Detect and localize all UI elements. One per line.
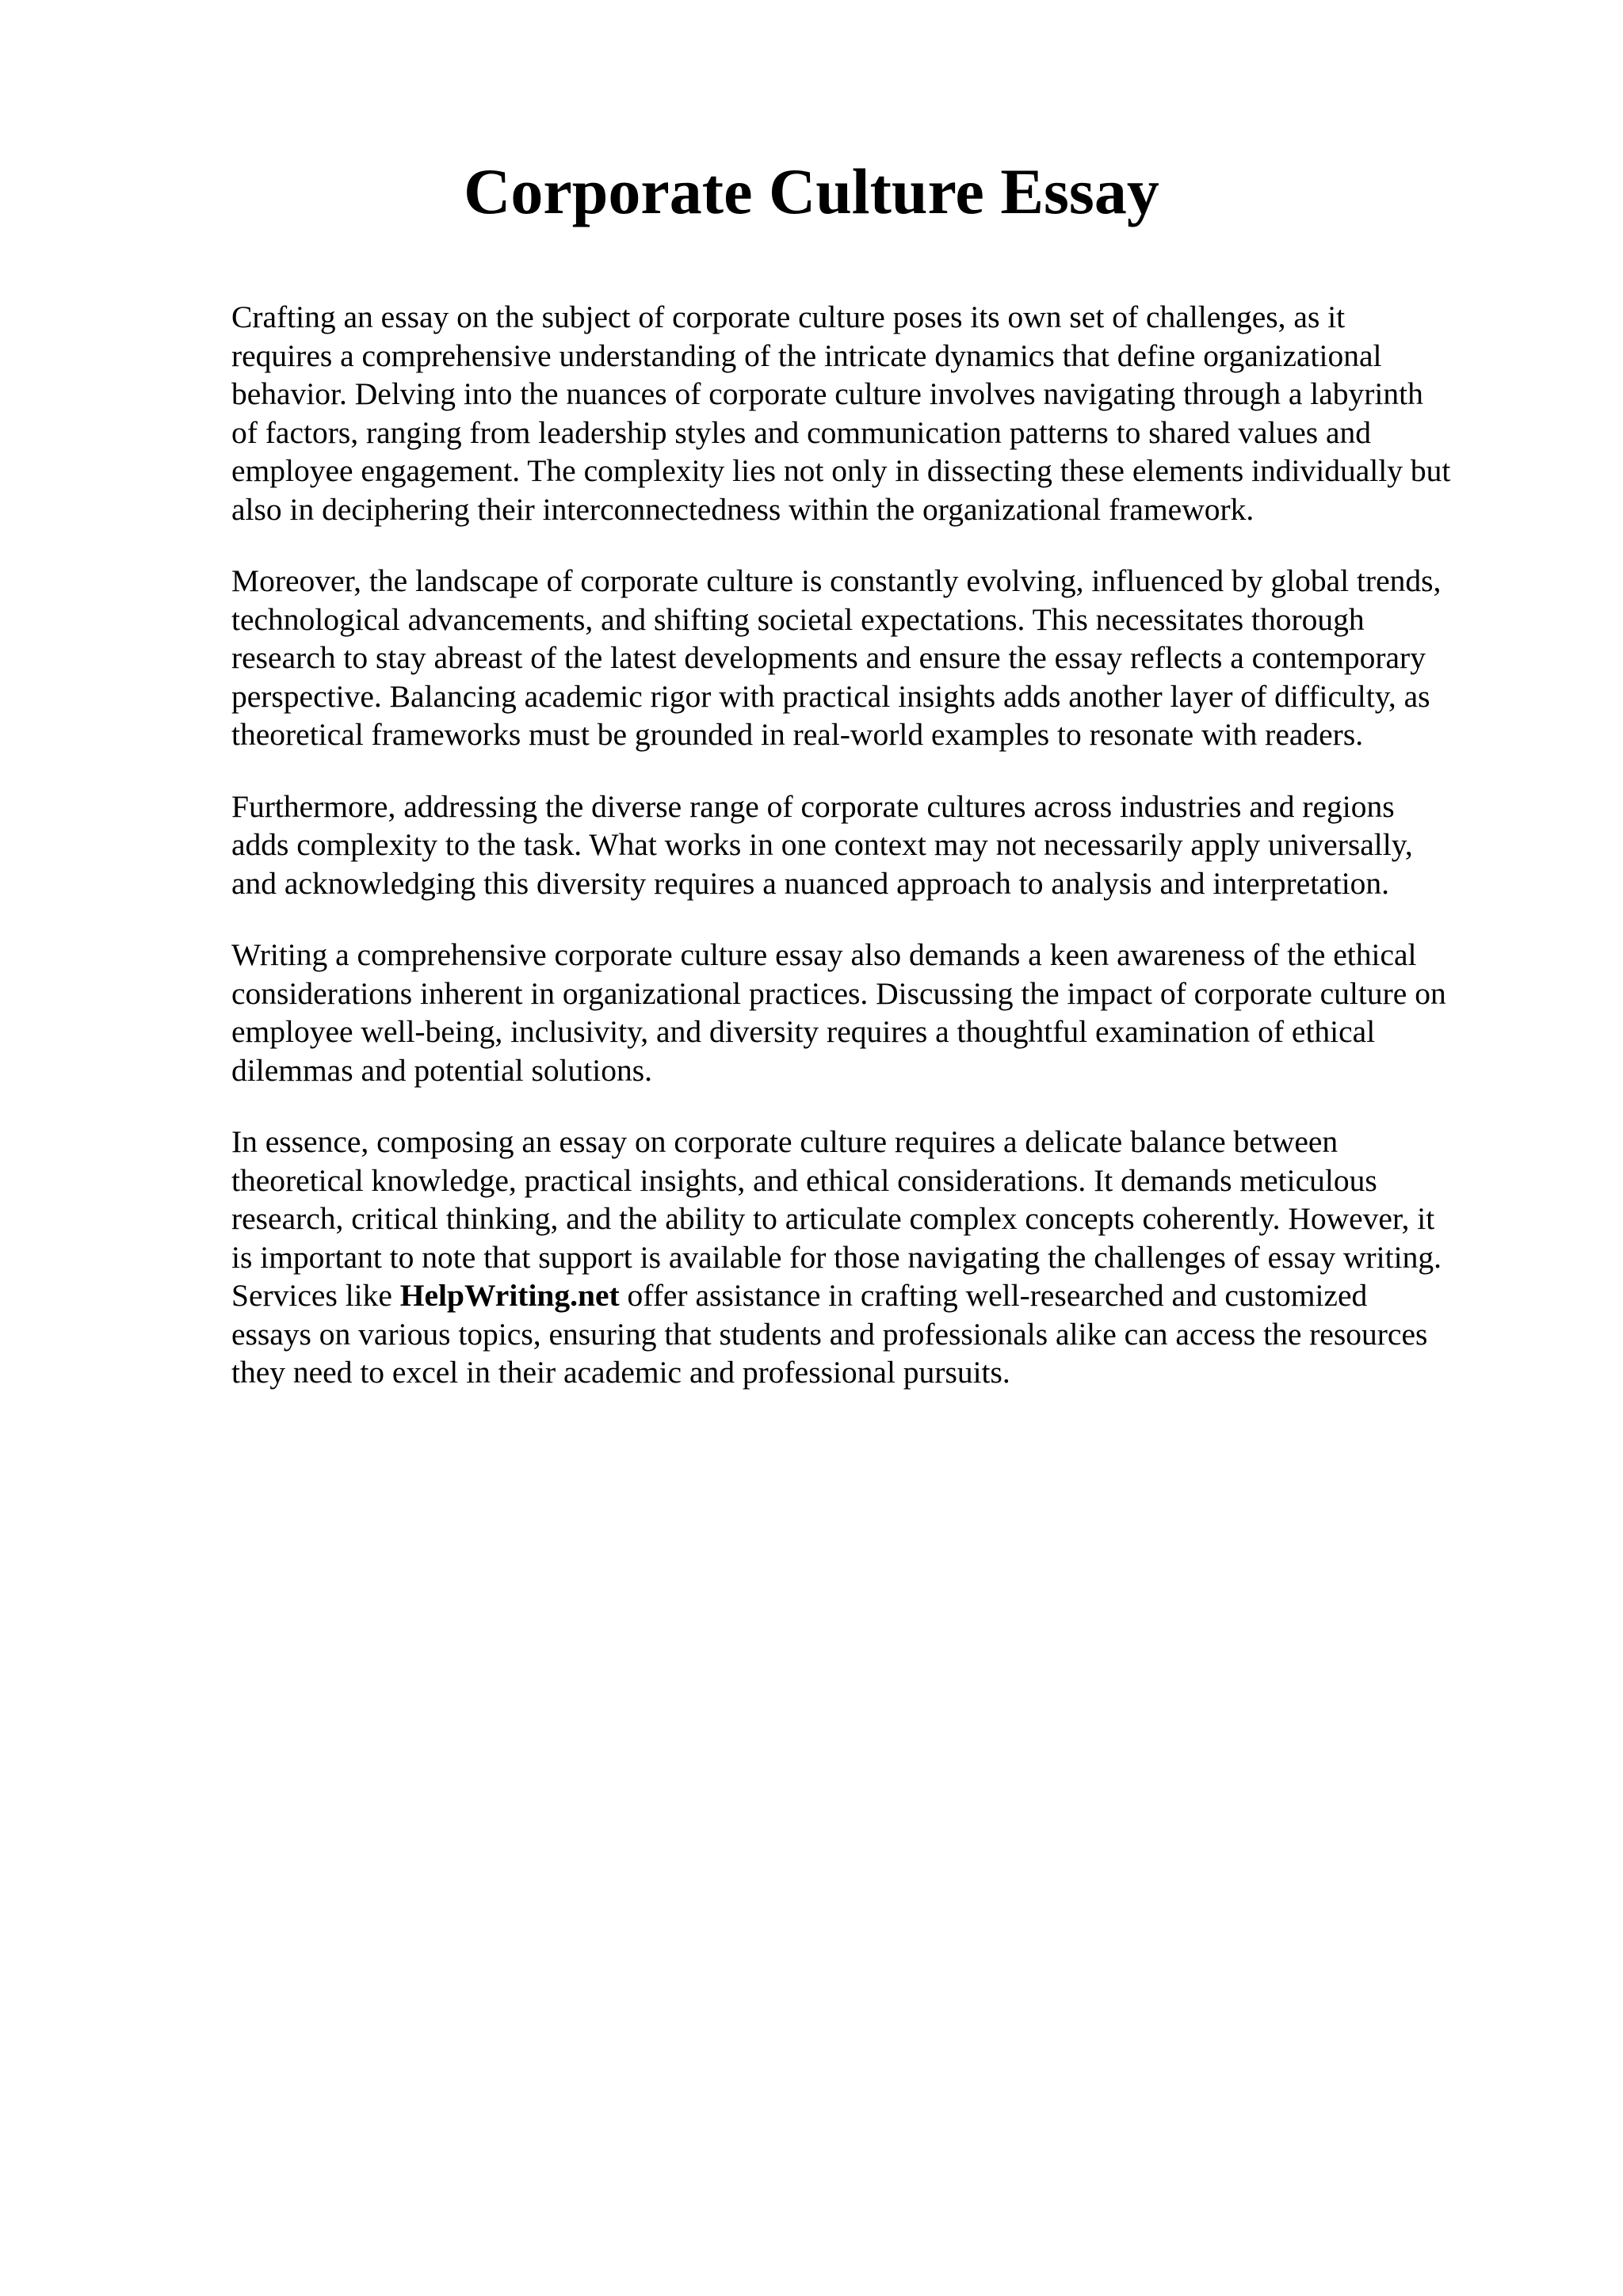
services-suffix: offer assistance in crafting well-researched and customized (619, 1278, 1368, 1313)
text-line: employee well-being, inclusivity, and diversity requires a thoughtful examination of ethical (231, 1014, 1376, 1049)
essay-body (231, 298, 1531, 1425)
paragraph-1 (231, 298, 1531, 528)
text-line: essays on various topics, ensuring that students and professionals alike can access the resources (231, 1316, 1428, 1352)
text-line: dilemmas and potential solutions. (231, 1052, 652, 1088)
paragraph-2 (231, 562, 1531, 754)
text-line: they need to excel in their academic and professional pursuits. (231, 1355, 1010, 1390)
services-prefix: Services like (231, 1278, 400, 1313)
text-line: of factors, ranging from leadership styles and communication patterns to shared values and (231, 414, 1372, 450)
text-line: is important to note that support is available for those navigating the challenges of essay writing. (231, 1239, 1442, 1275)
brand-name: HelpWriting.net (399, 1278, 620, 1313)
text-line: considerations inherent in organizational practices. Discussing the impact of corporate culture on (231, 975, 1446, 1011)
paragraph-5 (231, 1123, 1531, 1392)
text-line: and acknowledging this diversity requires a nuanced approach to analysis and interpretation. (231, 865, 1390, 901)
text-line: adds complexity to the task. What works in one context may not necessarily apply universally, (231, 827, 1413, 862)
text-line: theoretical knowledge, practical insights, and ethical considerations. It demands meticulous (231, 1162, 1377, 1198)
text-line: employee engagement. The complexity lies not only in dissecting these elements individually but (231, 453, 1451, 488)
text-line: Crafting an essay on the subject of corporate culture poses its own set of challenges, as it (231, 299, 1346, 334)
page-title: Corporate Culture Essay (464, 155, 1159, 227)
text-line-with-brand (231, 1276, 1531, 1315)
text-line: requires a comprehensive understanding of the intricate dynamics that define organizational (231, 338, 1382, 373)
text-line: technological advancements, and shifting societal expectations. This necessitates thorough (231, 601, 1365, 637)
paragraph-3 (231, 788, 1531, 903)
text-line: Writing a comprehensive corporate culture essay also demands a keen awareness of the ethical (231, 937, 1417, 972)
text-line: Furthermore, addressing the diverse range of corporate cultures across industries and regions (231, 788, 1395, 824)
text-line: theoretical frameworks must be grounded in real-world examples to resonate with readers. (231, 717, 1364, 752)
text-line: behavior. Delving into the nuances of corporate culture involves navigating through a labyrinth (231, 376, 1423, 411)
text-line: also in deciphering their interconnectedness within the organizational framework. (231, 491, 1254, 527)
paragraph-4 (231, 936, 1531, 1089)
text-line: Moreover, the landscape of corporate culture is constantly evolving, influenced by global trends, (231, 563, 1442, 598)
text-line: research, critical thinking, and the ability to articulate complex concepts coherently. However, it (231, 1201, 1435, 1236)
text-line: research to stay abreast of the latest developments and ensure the essay reflects a contemporary (231, 640, 1426, 675)
text-line: In essence, composing an essay on corporate culture requires a delicate balance between (231, 1124, 1338, 1159)
text-line: perspective. Balancing academic rigor with practical insights adds another layer of difficulty, as (231, 678, 1430, 714)
